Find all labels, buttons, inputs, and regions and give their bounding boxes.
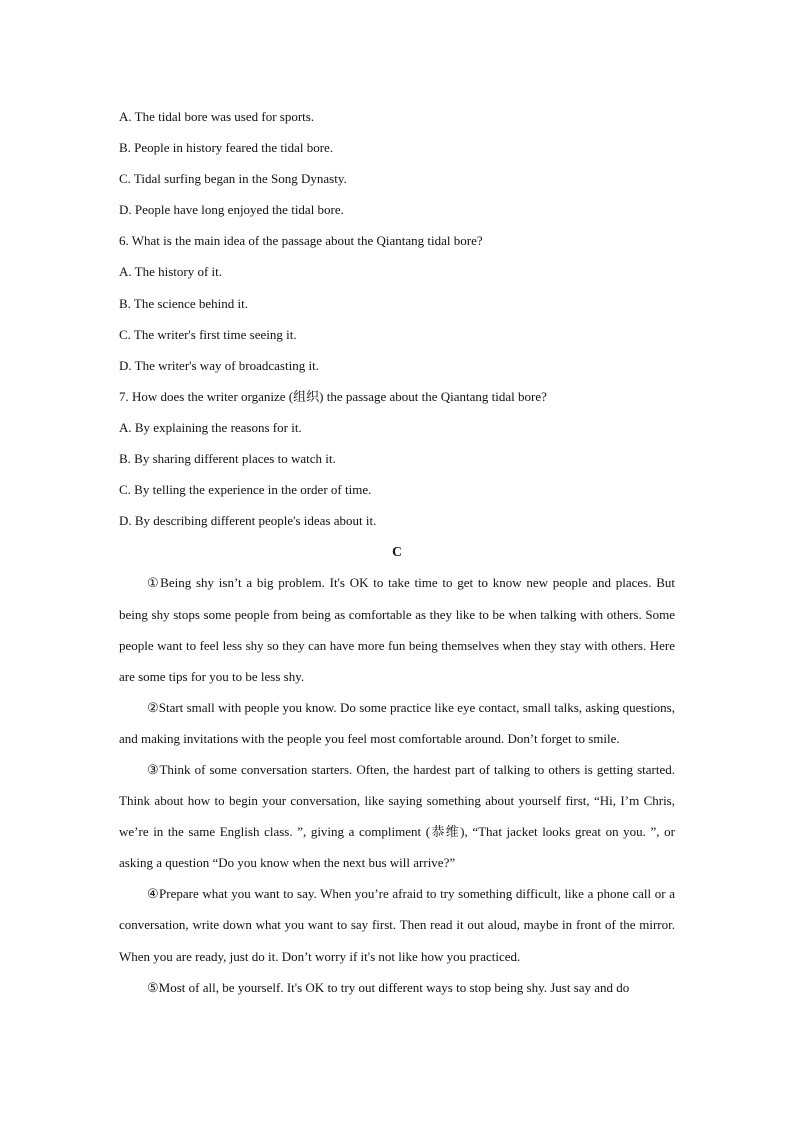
q7-option-b: B. By sharing different places to watch it. [119, 451, 336, 467]
passage-paragraph-2: ②Start small with people you know. Do some practice like eye contact, small talks, asking questions, and making invitations with the people you feel most comfortable around. Don’t forget to smile. [119, 699, 675, 746]
q5-option-c: C. Tidal surfing began in the Song Dynasty. [119, 171, 347, 187]
q6-option-a: A. The history of it. [119, 264, 223, 280]
q7-option-c: C. By telling the experience in the order of time. [119, 482, 372, 498]
worksheet-page [119, 101, 675, 1003]
q7-option-d: D. By describing different people's ideas about it. [119, 513, 377, 529]
q6-option-d: D. The writer's way of broadcasting it. [119, 357, 319, 373]
passage-paragraph-3: ③Think of some conversation starters. Often, the hardest part of talking to others is getting started. Think about how to begin your conversation, like saying something about yourself first, “Hi, I’m Chris, we’re in the same English class. ”, giving a compliment (恭维), “That jacket looks great on you. ”, or asking a question “Do you know when the next bus will arrive?” [119, 761, 675, 871]
q7-option-a: A. By explaining the reasons for it. [119, 419, 302, 435]
passage-paragraph-4: ④Prepare what you want to say. When you’re afraid to try something difficult, like a phone call or a conversation, write down what you want to say first. Then read it out aloud, maybe in front of the mirror. When you are ready, just do it. Don’t worry if it's not like how you practiced. [119, 886, 675, 964]
passage-paragraph-1: ①Being shy isn’t a big problem. It's OK to take time to get to know new people and places. But being shy stops some people from being as comfortable as they like to be when talking with others. Some people want to feel less shy so they can have more fun being themselves when they stay with others. Here are some tips for you to be less shy. [119, 575, 675, 684]
q5-option-a: A. The tidal bore was used for sports. [119, 109, 315, 124]
passage-paragraph-5: ⑤Most of all, be yourself. It's OK to try out different ways to stop being shy. Just say and do [147, 979, 630, 995]
q5-option-b: B. People in history feared the tidal bore. [119, 140, 334, 156]
q6-question: 6. What is the main idea of the passage about the Qiantang tidal bore? [119, 233, 483, 249]
q7-question: 7. How does the writer organize (组织) the passage about the Qiantang tidal bore? [119, 388, 547, 404]
q6-option-c: C. The writer's first time seeing it. [119, 326, 297, 342]
q5-option-d: D. People have long enjoyed the tidal bore. [119, 202, 344, 218]
section-c-title: C [392, 544, 402, 560]
q6-option-b: B. The science behind it. [119, 295, 249, 311]
